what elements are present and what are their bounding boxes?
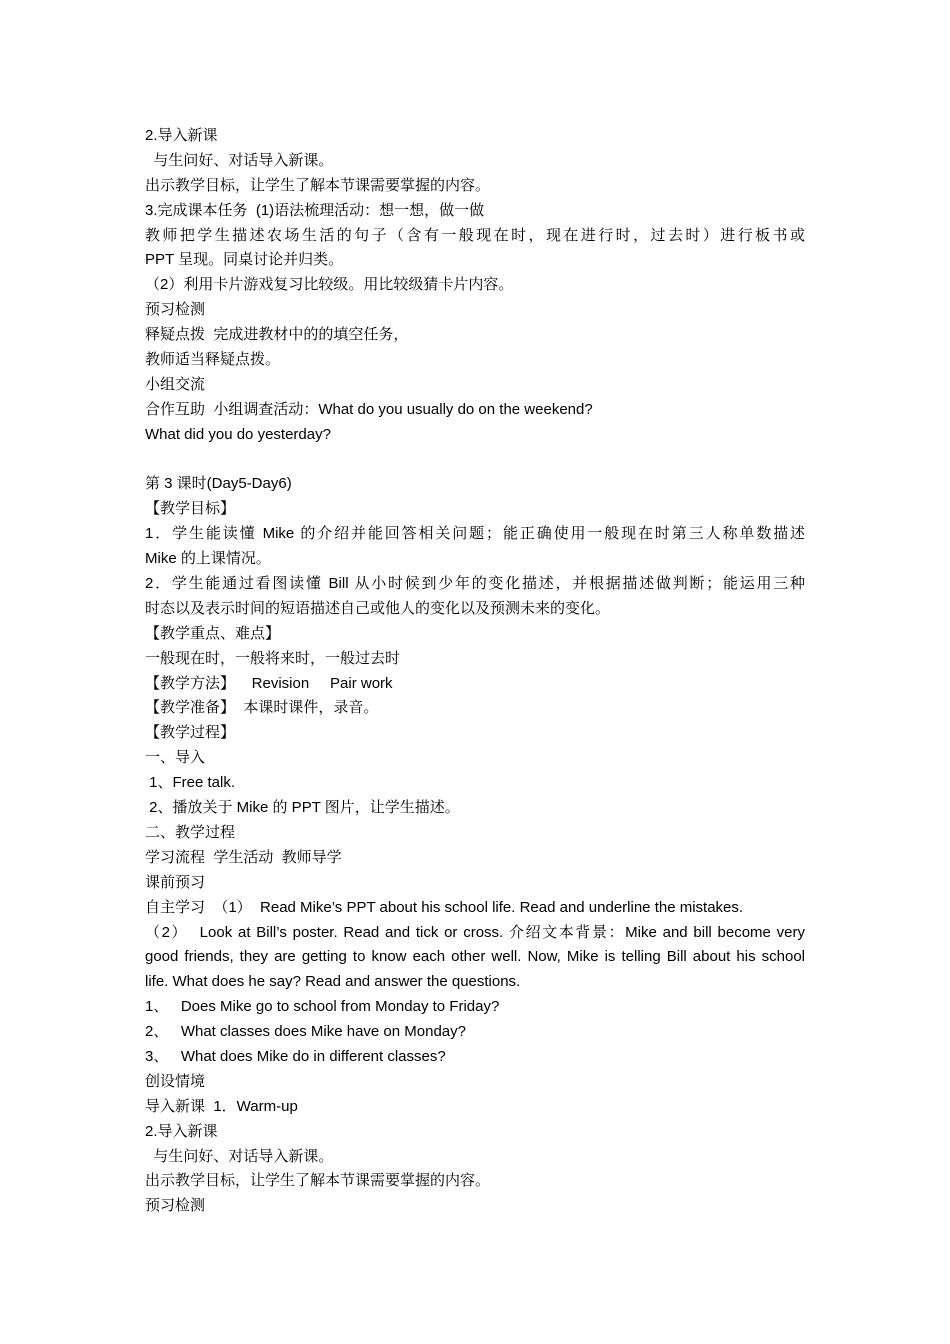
section-heading: 【教学方法】 Revision Pair work — [145, 674, 393, 692]
blank-line — [145, 448, 805, 473]
text-line: 释疑点拨 完成进教材中的的填空任务， — [145, 326, 409, 344]
text-line: 预习检测 — [145, 301, 206, 319]
text-line: 一、导入 — [145, 749, 206, 767]
text-line: 与生问好、对话导入新课。 — [145, 151, 334, 169]
question-item: 3、 What does Mike do in different classes? — [145, 1047, 446, 1065]
text-line: 自主学习 （1） Read Mike’s PPT about his school life. Read and underline the mistakes. — [145, 898, 744, 916]
text-line: 时态以及表示时间的短语描述自己或他人的变化以及预测未来的变化。 — [145, 599, 611, 617]
section-heading: 【教学目标】 — [145, 500, 236, 518]
text-line: 二、教学过程 — [145, 823, 236, 841]
text-line: 一般现在时，一般将来时，一般过去时 — [145, 649, 401, 667]
text-line: 出示教学目标，让学生了解本节课需要掌握的内容。 — [145, 176, 491, 194]
text-line: What did you do yesterday? — [145, 425, 331, 443]
text-line: 2.导入新课 — [145, 1122, 218, 1140]
text-line: life. What does he say? Read and answer the questions. — [145, 973, 521, 991]
text-line: 教师适当释疑点拨。 — [145, 351, 281, 369]
text-line: Mike 的上课情况。 — [145, 550, 271, 568]
text-line: 合作互助 小组调查活动：What do you usually do on the weekend? — [145, 400, 593, 418]
text-line: 与生问好、对话导入新课。 — [145, 1147, 334, 1165]
text-line: PPT 呈现。同桌讨论并归类。 — [145, 251, 344, 269]
section-heading: 【教学过程】 — [145, 724, 236, 742]
text-line: 出示教学目标，让学生了解本节课需要掌握的内容。 — [145, 1172, 491, 1190]
lesson-heading: 第 3 课时(Day5-Day6) — [145, 475, 292, 493]
text-line: 2．学生能通过看图读懂 Bill 从小时候到少年的变化描述，并根据描述做判断；能运用三种 — [145, 575, 805, 593]
text-line: 2、播放关于 Mike 的 PPT 图片，让学生描述。 — [145, 799, 460, 817]
text-line: 3.完成课本任务 (1)语法梳理活动：想一想，做一做 — [145, 201, 485, 219]
text-line: good friends, they are getting to know each other well. Now, Mike is telling Bill about his school — [145, 948, 805, 966]
question-item: 1、 Does Mike go to school from Monday to Friday? — [145, 998, 500, 1016]
document-body — [145, 124, 805, 1219]
text-line: 导入新课 1．Warm-up — [145, 1097, 298, 1115]
text-line: 学习流程 学生活动 教师导学 — [145, 848, 342, 866]
section-heading: 【教学准备】 本课时课件，录音。 — [145, 699, 379, 717]
text-line: 小组交流 — [145, 375, 206, 393]
text-line: 课前预习 — [145, 873, 206, 891]
text-line: 教师把学生描述农场生活的句子（含有一般现在时，现在进行时，过去时）进行板书或 — [145, 226, 805, 244]
text-line: （2）利用卡片游戏复习比较级。用比较级猜卡片内容。 — [145, 276, 514, 294]
text-line: 1．学生能读懂 Mike 的介绍并能回答相关问题；能正确使用一般现在时第三人称单数描述 — [145, 525, 805, 543]
text-line: （2） Look at Bill’s poster. Read and tick or cross. 介绍文本背景：Mike and bill become very — [145, 923, 805, 941]
text-line: 1、Free talk. — [145, 774, 236, 792]
text-line: 2.导入新课 — [145, 127, 218, 144]
section-heading: 【教学重点、难点】 — [145, 624, 281, 642]
text-line: 创设情境 — [145, 1072, 206, 1090]
question-item: 2、 What classes does Mike have on Monday? — [145, 1023, 466, 1041]
text-line: 预习检测 — [145, 1197, 206, 1215]
